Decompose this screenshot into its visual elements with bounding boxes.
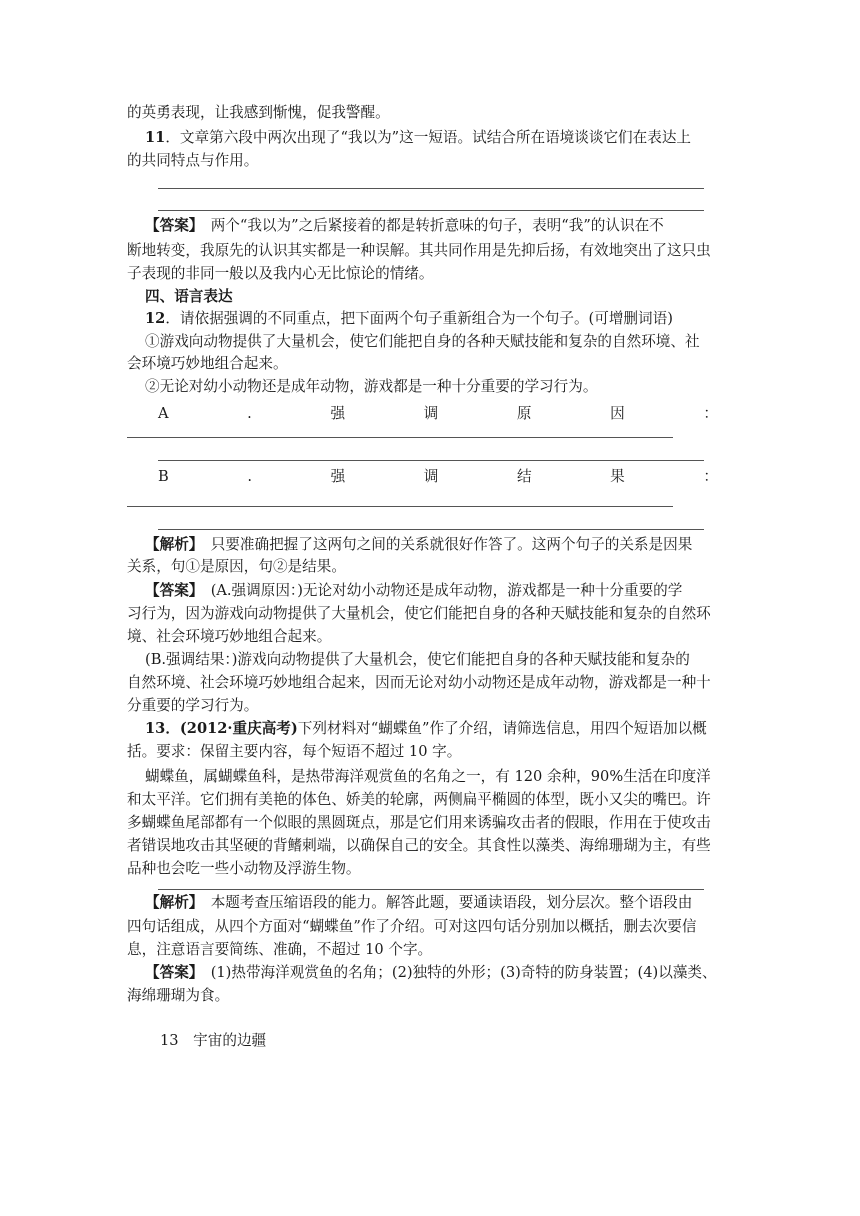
material-line: 多蝴蝶鱼尾部都有一个似眼的黑圆斑点，那是它们用来诱骗攻击者的假眼，作用在于使攻击	[127, 814, 711, 831]
answer-blank-line	[158, 210, 704, 211]
question-number: 11	[145, 129, 166, 146]
prompt-char: 因	[610, 405, 625, 422]
answer-13-line	[145, 962, 717, 984]
question-text: ．文章第六段中两次出现了“我以为”这一短语。试结合所在语境谈谈它们在表达上	[165, 129, 692, 146]
text-line: 的共同特点与作用。	[127, 152, 259, 169]
prompt-char: ：	[703, 468, 718, 485]
answer-tag: 【答案】	[145, 582, 197, 599]
prompt-char: ：	[703, 405, 718, 422]
material-line: 者错误地攻击其坚硬的背鳍刺端，以确保自己的安全。其食性以藻类、海绵珊瑚为主，有些	[127, 837, 711, 854]
text-line: 断地转变，我原先的认识其实都是一种误解。其共同作用是先抑后扬，有效地突出了这只虫	[127, 242, 711, 259]
analysis-text: 只要准确把握了这两句之间的关系就很好作答了。这两个句子的关系是因果	[210, 536, 693, 553]
prompt-char: 强	[330, 468, 346, 485]
prompt-char: 强	[330, 405, 346, 422]
text-line: (B.强调结果：)游戏向动物提供了大量机会，使它们能把自身的各种天赋技能和复杂的	[145, 651, 690, 668]
prompt-char: B	[158, 468, 169, 485]
analysis-13-line	[145, 892, 692, 914]
question-number: 13	[145, 720, 166, 737]
text-line: 括。要求：保留主要内容，每个短语不超过 10 字。	[127, 743, 462, 760]
text-line: 分重要的学习行为。	[127, 697, 259, 714]
analysis-tag: 【解析】	[145, 894, 197, 911]
prompt-char: 调	[423, 468, 439, 485]
material-line: 品种也会吃一些小动物及浮游生物。	[127, 860, 361, 877]
prompt-a-line	[158, 403, 718, 425]
prompt-char: .	[247, 468, 252, 485]
question-12-line	[145, 308, 673, 330]
text-line: 海绵珊瑚为食。	[127, 987, 230, 1004]
answer-blank-line	[158, 529, 704, 530]
answer-blank-line	[158, 460, 704, 461]
answer-12-line	[145, 580, 682, 602]
answer-tag: 【答案】	[145, 964, 197, 981]
text-line: 息，注意语言要简练、准确，不超过 10 个字。	[127, 941, 433, 958]
prompt-char: 结	[516, 468, 532, 485]
answer-text: (A.强调原因：)无论对幼小动物还是成年动物，游戏都是一种十分重要的学	[210, 582, 683, 599]
prompt-char: 果	[610, 468, 625, 485]
next-lesson-title: 13 宇宙的边疆	[160, 1032, 267, 1049]
text-line: 子表现的非同一般以及我内心无比惊论的情绪。	[127, 265, 434, 282]
question-text: 下列材料对“蝴蝶鱼”作了介绍，请筛选信息，用四个短语加以概	[297, 720, 707, 737]
analysis-tag: 【解析】	[145, 536, 197, 553]
text-line: 习行为，因为游戏向动物提供了大量机会，使它们能把自身的各种天赋技能和复杂的自然环	[127, 605, 711, 622]
question-13-line	[145, 718, 707, 740]
text-line: 境、社会环境巧妙地组合起来。	[127, 628, 332, 645]
answer-blank-line	[158, 188, 704, 189]
answer-11-line	[145, 215, 664, 237]
material-line: 和太平洋。它们拥有美艳的体色、娇美的轮廓，两侧扁平椭圆的体型，既小又尖的嘴巴。许	[127, 791, 711, 808]
question-number: 12	[145, 310, 166, 327]
question-source: ．(2012·重庆高考)	[165, 720, 298, 737]
analysis-text: 本题考查压缩语段的能力。解答此题，要通读语段，划分层次。整个语段由	[210, 894, 693, 911]
text-line: 会环境巧妙地组合起来。	[127, 355, 288, 372]
sentence-1-line: ①游戏向动物提供了大量机会，使它们能把自身的各种天赋技能和复杂的自然环境、社	[145, 333, 700, 350]
text-line: 的英勇表现，让我感到惭愧，促我警醒。	[127, 104, 390, 121]
answer-text: 两个“我以为”之后紧接着的都是转折意味的句子，表明“我”的认识在不	[210, 217, 664, 234]
prompt-b-line	[158, 466, 718, 488]
answer-blank-line	[127, 437, 673, 438]
question-11-line	[145, 127, 691, 149]
text-line: 自然环境、社会环境巧妙地组合起来，因而无论对幼小动物还是成年动物，游戏都是一种十	[127, 674, 711, 691]
text-line: 关系，句①是原因，句②是结果。	[127, 558, 346, 575]
analysis-12-line	[145, 534, 692, 556]
prompt-char: 原	[516, 405, 532, 422]
answer-text: (1)热带海洋观赏鱼的名角；(2)独特的外形；(3)奇特的防身装置；(4)以藻类、	[210, 964, 717, 981]
answer-tag: 【答案】	[145, 217, 197, 234]
sentence-2-line: ②无论对幼小动物还是成年动物，游戏都是一种十分重要的学习行为。	[145, 378, 598, 395]
text-line: 四句话组成，从四个方面对“蝴蝶鱼”作了介绍。可对这四句话分别加以概括，删去次要信	[127, 918, 697, 935]
prompt-char: .	[247, 405, 252, 422]
section-heading: 四、语言表达	[145, 288, 233, 305]
question-text: ．请依据强调的不同重点，把下面两个句子重新组合为一个句子。(可增删词语)	[165, 310, 673, 327]
answer-blank-line	[127, 506, 673, 507]
prompt-char: 调	[423, 405, 439, 422]
material-line: 蝴蝶鱼，属蝴蝶鱼科，是热带海洋观赏鱼的名角之一，有 120 余种，90%生活在印度洋	[145, 768, 711, 785]
answer-blank-line	[158, 889, 704, 890]
prompt-char: A	[158, 405, 169, 422]
